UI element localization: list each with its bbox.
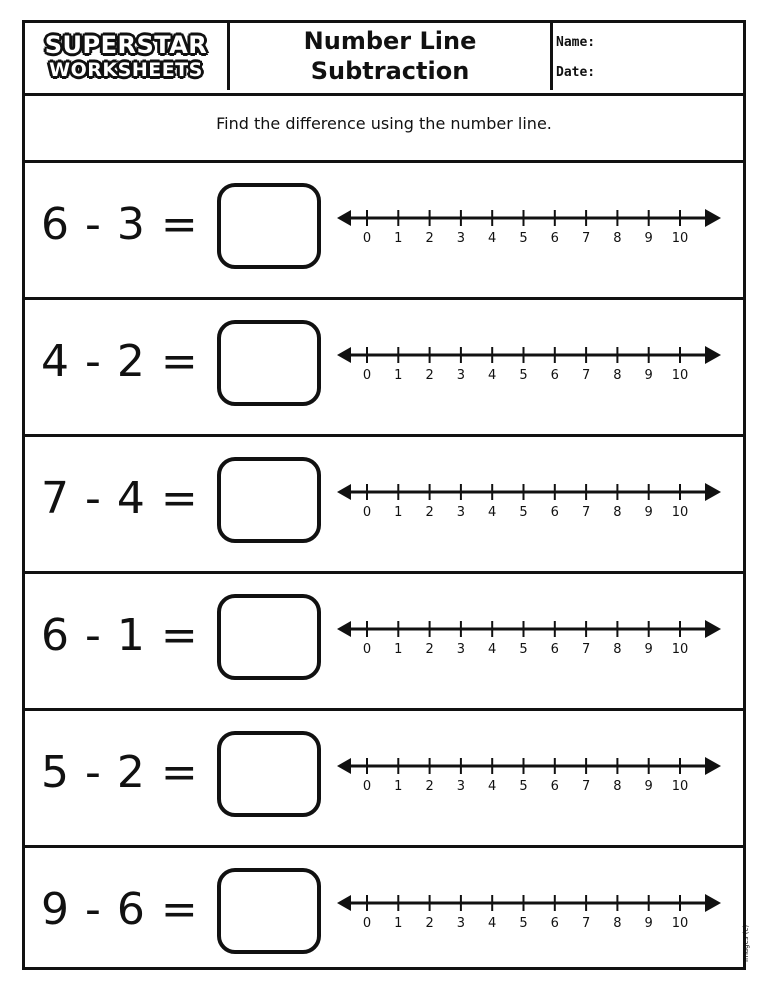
problem-row: [25, 163, 743, 300]
number-line-tick-label: 1: [394, 368, 403, 383]
number-line-tick-label: 1: [394, 779, 403, 794]
number-line-tick-label: 4: [488, 368, 497, 383]
number-line-tick-label: 2: [425, 642, 434, 657]
logo-cell: [25, 23, 230, 90]
copyright-note: Images (c): [742, 924, 750, 962]
problem-expression: 6 - 3 =: [41, 199, 199, 250]
answer-box[interactable]: [217, 868, 321, 954]
logo-line-2: WORKSHEETS: [49, 59, 203, 81]
number-line-tick-label: 7: [581, 368, 591, 383]
left-arrow-icon: [337, 621, 351, 637]
answer-box[interactable]: [217, 183, 321, 269]
number-line-tick-label: 10: [671, 779, 689, 794]
instruction-row: [25, 93, 743, 163]
number-line: [337, 201, 727, 261]
number-line-tick-label: 0: [362, 916, 372, 931]
worksheet: [22, 20, 746, 970]
header: [25, 23, 743, 96]
number-line-tick-label: 4: [488, 642, 497, 657]
name-field-label: Name:: [556, 35, 596, 50]
number-line-tick-label: 3: [456, 368, 466, 383]
date-field-label: Date:: [556, 65, 596, 80]
number-line-tick-label: 7: [581, 231, 591, 246]
right-arrow-icon: [705, 346, 721, 364]
problem-expression: 9 - 6 =: [41, 884, 199, 935]
number-line-tick-label: 1: [394, 231, 403, 246]
number-line-tick-label: 2: [425, 505, 434, 520]
number-line-tick-label: 9: [644, 231, 653, 246]
number-line-tick-label: 5: [519, 779, 528, 794]
number-line-tick-label: 4: [488, 779, 497, 794]
number-line-tick-label: 8: [613, 642, 622, 657]
number-line-tick-label: 8: [613, 231, 622, 246]
number-line-tick-label: 10: [671, 231, 689, 246]
number-line-tick-label: 7: [581, 642, 591, 657]
number-line-tick-label: 0: [362, 505, 372, 520]
number-line-tick-label: 5: [519, 642, 528, 657]
number-line-tick-label: 0: [362, 642, 372, 657]
number-line-tick-label: 7: [581, 779, 591, 794]
problem-expression: 6 - 1 =: [41, 610, 199, 661]
superstar-worksheets-logo: [31, 29, 221, 84]
problem-row: [25, 437, 743, 574]
logo-line-1: SUPERSTAR: [44, 31, 208, 59]
number-line-tick-label: 1: [394, 642, 403, 657]
number-line-tick-label: 9: [644, 368, 653, 383]
number-line-tick-label: 10: [671, 505, 689, 520]
number-line-tick-label: 3: [456, 505, 466, 520]
number-line: [337, 749, 727, 809]
number-line-tick-label: 10: [671, 642, 689, 657]
right-arrow-icon: [705, 209, 721, 227]
left-arrow-icon: [337, 758, 351, 774]
number-line-tick-label: 3: [456, 916, 466, 931]
number-line-tick-label: 4: [488, 505, 497, 520]
page-title-line-2: Subtraction: [310, 57, 470, 85]
number-line-tick-label: 6: [550, 231, 559, 246]
number-line-tick-label: 1: [394, 916, 403, 931]
answer-box[interactable]: [217, 594, 321, 680]
number-line-tick-label: 9: [644, 642, 653, 657]
number-line-tick-label: 3: [456, 642, 466, 657]
number-line-tick-label: 10: [671, 368, 689, 383]
problem-row: [25, 300, 743, 437]
number-line-tick-label: 2: [425, 368, 434, 383]
number-line-tick-label: 6: [550, 916, 559, 931]
number-line-tick-label: 6: [550, 368, 559, 383]
left-arrow-icon: [337, 484, 351, 500]
number-line-tick-label: 9: [644, 505, 653, 520]
problem-expression: 5 - 2 =: [41, 747, 199, 798]
left-arrow-icon: [337, 347, 351, 363]
number-line-tick-label: 3: [456, 231, 466, 246]
number-line-tick-label: 5: [519, 368, 528, 383]
number-line-tick-label: 8: [613, 368, 622, 383]
number-line-tick-label: 0: [362, 231, 372, 246]
number-line-tick-label: 9: [644, 779, 653, 794]
number-line-tick-label: 10: [671, 916, 689, 931]
number-line-tick-label: 2: [425, 916, 434, 931]
number-line-tick-label: 5: [519, 231, 528, 246]
number-line: [337, 886, 727, 946]
number-line: [337, 338, 727, 398]
number-line-tick-label: 7: [581, 505, 591, 520]
problem-row: [25, 711, 743, 848]
number-line-tick-label: 8: [613, 916, 622, 931]
left-arrow-icon: [337, 895, 351, 911]
number-line: [337, 612, 727, 672]
right-arrow-icon: [705, 620, 721, 638]
answer-box[interactable]: [217, 457, 321, 543]
number-line-tick-label: 1: [394, 505, 403, 520]
title-cell: [230, 23, 553, 90]
problem-row: [25, 574, 743, 711]
number-line-tick-label: 6: [550, 505, 559, 520]
problem-expression: 7 - 4 =: [41, 473, 199, 524]
problem-expression: 4 - 2 =: [41, 336, 199, 387]
number-line: [337, 475, 727, 535]
number-line-tick-label: 7: [581, 916, 591, 931]
info-cell: [553, 23, 743, 90]
page-title-line-1: Number Line: [303, 27, 477, 55]
number-line-tick-label: 6: [550, 642, 559, 657]
number-line-tick-label: 4: [488, 231, 497, 246]
left-arrow-icon: [337, 210, 351, 226]
right-arrow-icon: [705, 757, 721, 775]
answer-box[interactable]: [217, 731, 321, 817]
number-line-tick-label: 8: [613, 779, 622, 794]
answer-box[interactable]: [217, 320, 321, 406]
number-line-tick-label: 5: [519, 505, 528, 520]
number-line-tick-label: 2: [425, 779, 434, 794]
number-line-tick-label: 5: [519, 916, 528, 931]
right-arrow-icon: [705, 483, 721, 501]
number-line-tick-label: 3: [456, 779, 466, 794]
number-line-tick-label: 2: [425, 231, 434, 246]
number-line-tick-label: 0: [362, 779, 372, 794]
problem-row: [25, 848, 743, 985]
number-line-tick-label: 8: [613, 505, 622, 520]
number-line-tick-label: 6: [550, 779, 559, 794]
right-arrow-icon: [705, 894, 721, 912]
number-line-tick-label: 9: [644, 916, 653, 931]
number-line-tick-label: 0: [362, 368, 372, 383]
number-line-tick-label: 4: [488, 916, 497, 931]
instruction-text: Find the difference using the number line.: [216, 114, 552, 133]
